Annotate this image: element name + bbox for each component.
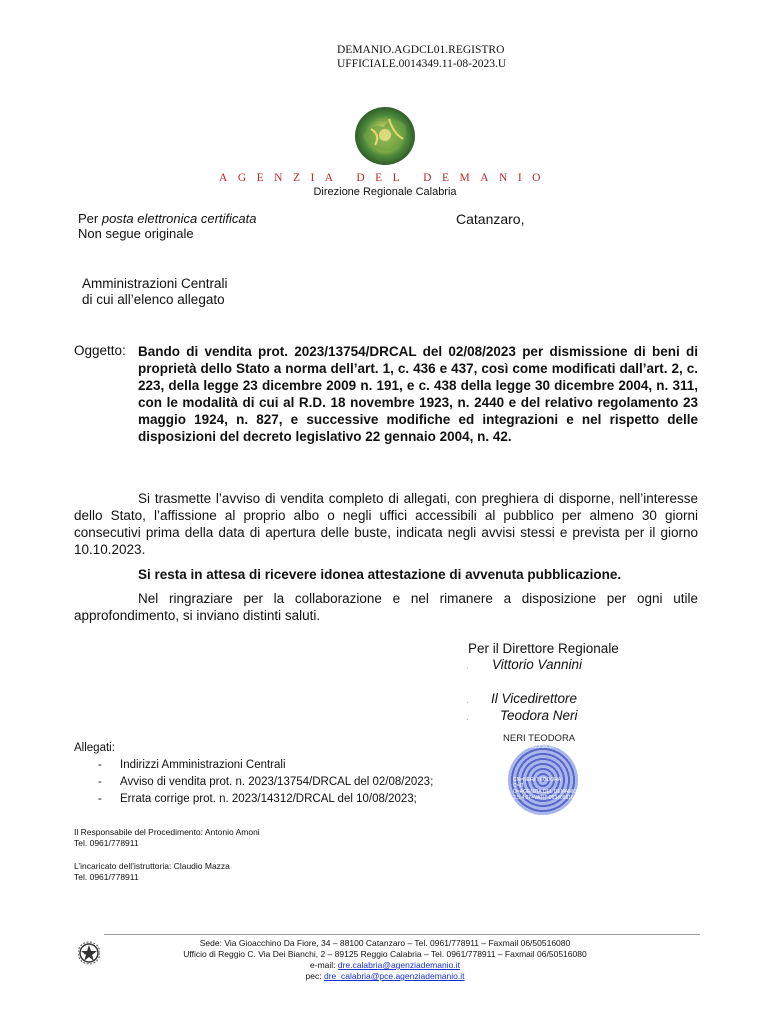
pec-label: pec: [305, 971, 324, 981]
protocol-number [337, 43, 506, 71]
responsabile-tel: Tel. 0961/778911 [74, 838, 139, 848]
responsabile-block [74, 827, 260, 849]
footer-email-line [60, 960, 710, 971]
delivery-note: Non segue originale [78, 226, 194, 241]
signature-dot: . [466, 712, 469, 723]
stamp-date: 2023.08.10 18:09:49 [529, 744, 575, 750]
stamp-line-2: C=IT [513, 783, 524, 789]
attachment-item: - Errata corrige prot. n. 2023/14312/DRCAL del 10/08/2023; [74, 791, 433, 808]
director-name: Vittorio Vannini [492, 657, 583, 672]
responsabile-name: Il Responsabile del Procedimento: Antonio Amoni [74, 827, 260, 837]
stamp-line-3: O=AGENZIA DEL DEMANIO [513, 789, 578, 795]
agency-logo [353, 105, 418, 167]
body-paragraph-3: Nel ringraziare per la collaborazione e nel rimanere a disposizione per ogni utile approfondimento, si inviano distinti saluti. [74, 591, 698, 623]
footer-line-2: Ufficio di Reggio C. Via Dei Bianchi, 2 – 89125 Reggio Calabria – Tel. 0961/778911 – Faxmail 06/50516080 [183, 949, 587, 959]
subject-text: Bando di vendita prot. 2023/13754/DRCAL del 02/08/2023 per dismissione di beni di proprietà dello Stato a norma dell’art. 1, c. 436 e 437, così come modificati dall’art. 2, c. 223, della legge 23 dicembre 2009 n. 191, e c. 438 della legge 30 dicembre 2004, n. 311, con le modalità di cui al R.D. 18 novembre 1923, n. 2440 e del relativo regolamento 23 maggio 1924, n. 827, e successive modifiche ed integrazioni e nel rispetto delle disposizioni del decreto legislativo 22 gennaio 2004, n. 42. [138, 344, 698, 444]
subject-label: Oggetto: [74, 343, 126, 358]
signature-dot: . [466, 661, 469, 672]
digital-signature-stamp [493, 733, 603, 819]
footer [60, 938, 710, 982]
stamp-line-1: CN=NERI TEODORA [513, 777, 562, 783]
footer-divider [104, 934, 700, 935]
pec-link[interactable]: dre_calabria@pce.agenziademanio.it [323, 971, 465, 981]
signature-dot: . [466, 695, 469, 706]
attachments-list [74, 757, 433, 808]
incaricato-tel: Tel. 0961/778911 [74, 872, 139, 882]
vice-name: Teodora Neri [500, 708, 578, 723]
stamp-name: NERI TEODORA [503, 733, 576, 744]
attachment-item: - Indirizzi Amministrazioni Centrali [74, 757, 433, 774]
body-paragraph-2: Si resta in attesa di ricevere idonea attestazione di avvenuta pubblicazione. [138, 567, 622, 582]
attachments [74, 740, 433, 808]
delivery-pec: posta elettronica certificata [101, 211, 257, 226]
place: Catanzaro, [456, 211, 525, 227]
delivery-method [78, 211, 256, 227]
protocol-line-1: DEMANIO.AGDCL01.REGISTRO [337, 44, 505, 56]
email-link[interactable]: dre.calabria@agenziademanio.it [337, 960, 460, 970]
vice-title: Il Vicedirettore [491, 691, 578, 706]
stamp-details [513, 777, 579, 801]
incaricato-block [74, 861, 230, 883]
signature-per-il: Per il Direttore Regionale [468, 641, 619, 656]
attachments-label: Allegati: [74, 742, 115, 754]
recipient-line-2: di cui all’elenco allegato [82, 292, 225, 307]
footer-pec-line [60, 971, 710, 982]
protocol-line-2: UFFICIALE.0014349.11-08-2023.U [337, 58, 507, 70]
body-paragraph-1: Si trasmette l’avviso di vendita completo di allegati, con preghiera di disporne, nell’interesse dello Stato, l’affissione al proprio albo o negli uffici accessibili al pubblico per almeno 30 giorni consecutivi prima della data di apertura delle buste, indicata negli avvisi stessi e prevista per il giorno 10.10.2023. [74, 491, 698, 557]
email-label: e-mail: [310, 960, 338, 970]
recipient-line-1: Amministrazioni Centrali [82, 276, 228, 291]
attachment-item: - Avviso di vendita prot. n. 2023/13754/DRCAL del 02/08/2023; [74, 774, 433, 791]
delivery-prefix: Per [78, 211, 102, 226]
incaricato-name: L’incaricato dell’istruttoria: Claudio Mazza [74, 861, 230, 871]
footer-line-1: Sede: Via Gioacchino Da Fiore, 34 – 88100 Catanzaro – Tel. 0961/778911 – Faxmail 06/50516080 [199, 938, 571, 948]
direzione-title: Direzione Regionale Calabria [313, 186, 457, 198]
stamp-line-4: 2.5.4.97=VATIT-06340981007 [513, 795, 580, 801]
agency-name: AGENZIA DEL DEMANIO [219, 172, 551, 184]
